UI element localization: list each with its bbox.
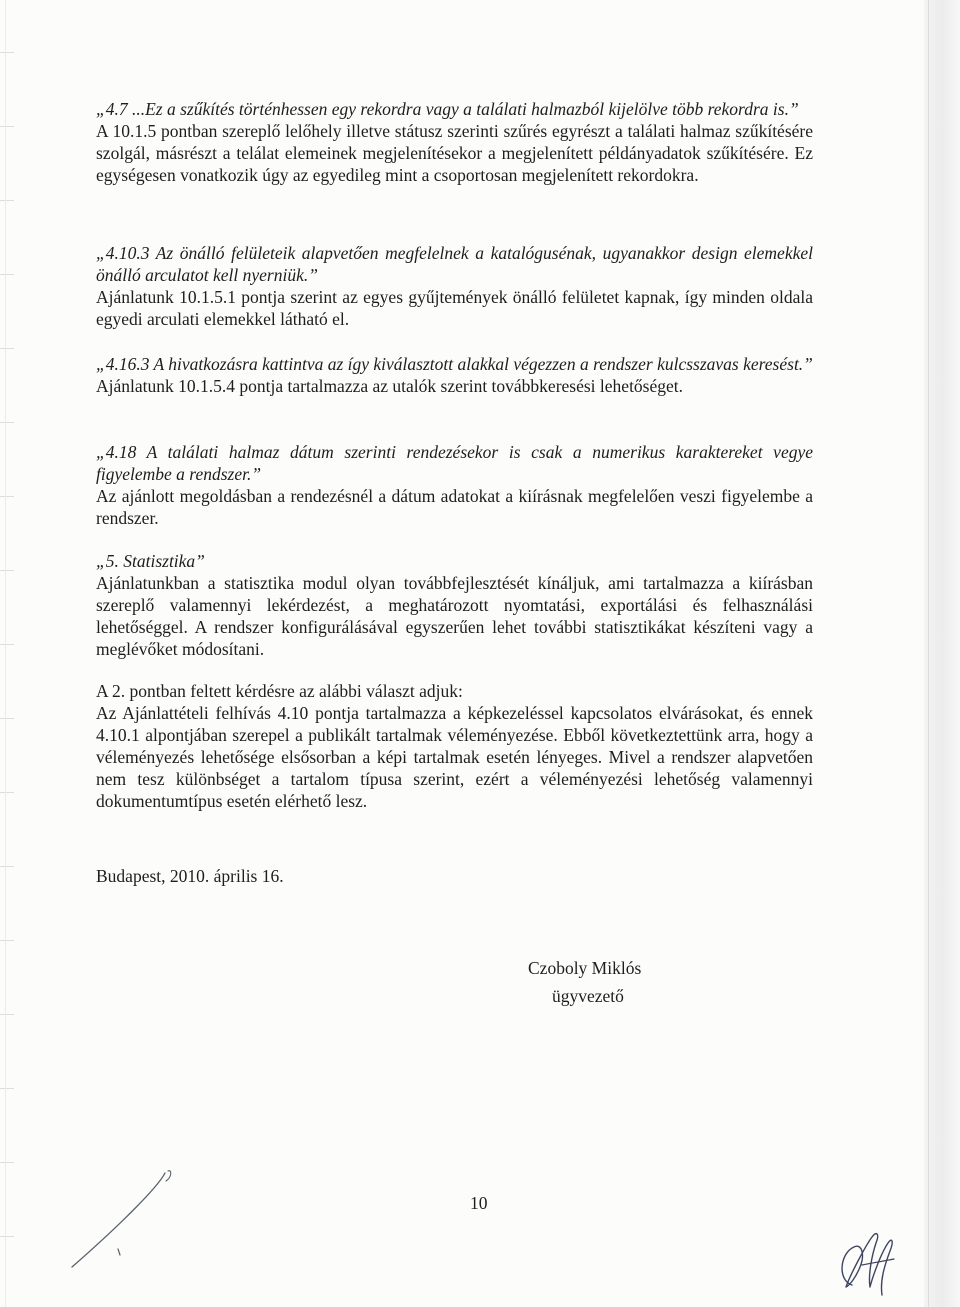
section-4-18 xyxy=(96,441,813,529)
scan-left-edge xyxy=(0,0,14,1307)
quote-4-16-3: „4.16.3 A hivatkozásra kattintva az így kiválasztott alakkal végezzen a rendszer kulcsszavas keresést.” xyxy=(96,354,813,374)
question-2-heading: A 2. pontban feltett kérdésre az alábbi választ adjuk: xyxy=(96,681,463,701)
answer-question-2: Az Ajánlattételi felhívás 4.10 pontja tartalmazza a képkezeléssel kapcsolatos elvárásokat, és ennek 4.10.1 alpontjában szerepel a publikált tartalmak véleményezése. Ebből következtettünk arra, hogy a véleményezés lehetősége elsősorban a képi tartalmak esetén lényeges. Mivel a rendszer alapvetően nem tesz különbséget a tartalom típusa szerint, ezért a véleményezési lehetőség valamennyi dokumentumtípus esetén elérhető lesz. xyxy=(96,703,813,811)
signatory-title: ügyvezető xyxy=(552,986,624,1006)
section-4-10-3 xyxy=(96,242,813,330)
answer-5-statisztika: Ajánlatunkban a statisztika modul olyan továbbfejlesztését kínáljuk, ami tartalmazza a kiírásban szereplő valamennyi lekérdezést, a meghatározott nyomtatási, exportálási és felhasználási lehetőséggel. A rendszer konfigurálásával egyszerűen lehet további statisztikákat készíteni vagy a meglévőket módosítani. xyxy=(96,573,813,659)
quote-4-7: „4.7 ...Ez a szűkítés történhessen egy rekordra vagy a találati halmazból kijelölve több rekordra is.” xyxy=(96,99,799,119)
signatory-name: Czoboly Miklós xyxy=(528,958,642,978)
quote-5-statisztika: „5. Statisztika” xyxy=(96,551,205,571)
scan-right-edge xyxy=(924,0,960,1307)
handwritten-initials-icon xyxy=(832,1225,902,1305)
section-4-7 xyxy=(96,98,813,186)
section-5-statisztika xyxy=(96,550,813,660)
answer-4-18: Az ajánlott megoldásban a rendezésnél a dátum adatokat a kiírásnak megfelelően veszi figyelembe a rendszer. xyxy=(96,486,813,528)
answer-4-16-3: Ajánlatunk 10.1.5.4 pontja tartalmazza az utalók szerint továbbkeresési lehetőséget. xyxy=(96,376,684,396)
pen-stroke-mark xyxy=(60,1165,190,1275)
section-question-2 xyxy=(96,680,813,812)
quote-4-18: „4.18 A találati halmaz dátum szerinti rendezésekor is csak a numerikus karaktereket vegye figyelembe a rendszer.” xyxy=(96,442,813,484)
quote-4-10-3: „4.10.3 Az önálló felületeik alapvetően megfelelnek a katalógusénak, ugyanakkor design elemekkel önálló arculatot kell nyerniük.” xyxy=(96,243,813,285)
page-number: 10 xyxy=(470,1193,488,1213)
section-4-16-3 xyxy=(96,353,813,397)
answer-4-10-3: Ajánlatunk 10.1.5.1 pontja szerint az egyes gyűjtemények önálló felületet kapnak, így minden oldala egyedi arculati elemekkel látható el. xyxy=(96,287,813,329)
place-date: Budapest, 2010. április 16. xyxy=(96,866,284,886)
answer-4-7: A 10.1.5 pontban szereplő lelőhely illetve státusz szerinti szűrés egyrészt a találati halmaz szűkítésére szolgál, másrészt a telálat elemeinek megjelenítésekor a megjelenített példányadatok szűkítésére. Ez egységesen vonatkozik úgy az egyedileg mint a csoportosan megjelenített rekordokra. xyxy=(96,121,813,185)
